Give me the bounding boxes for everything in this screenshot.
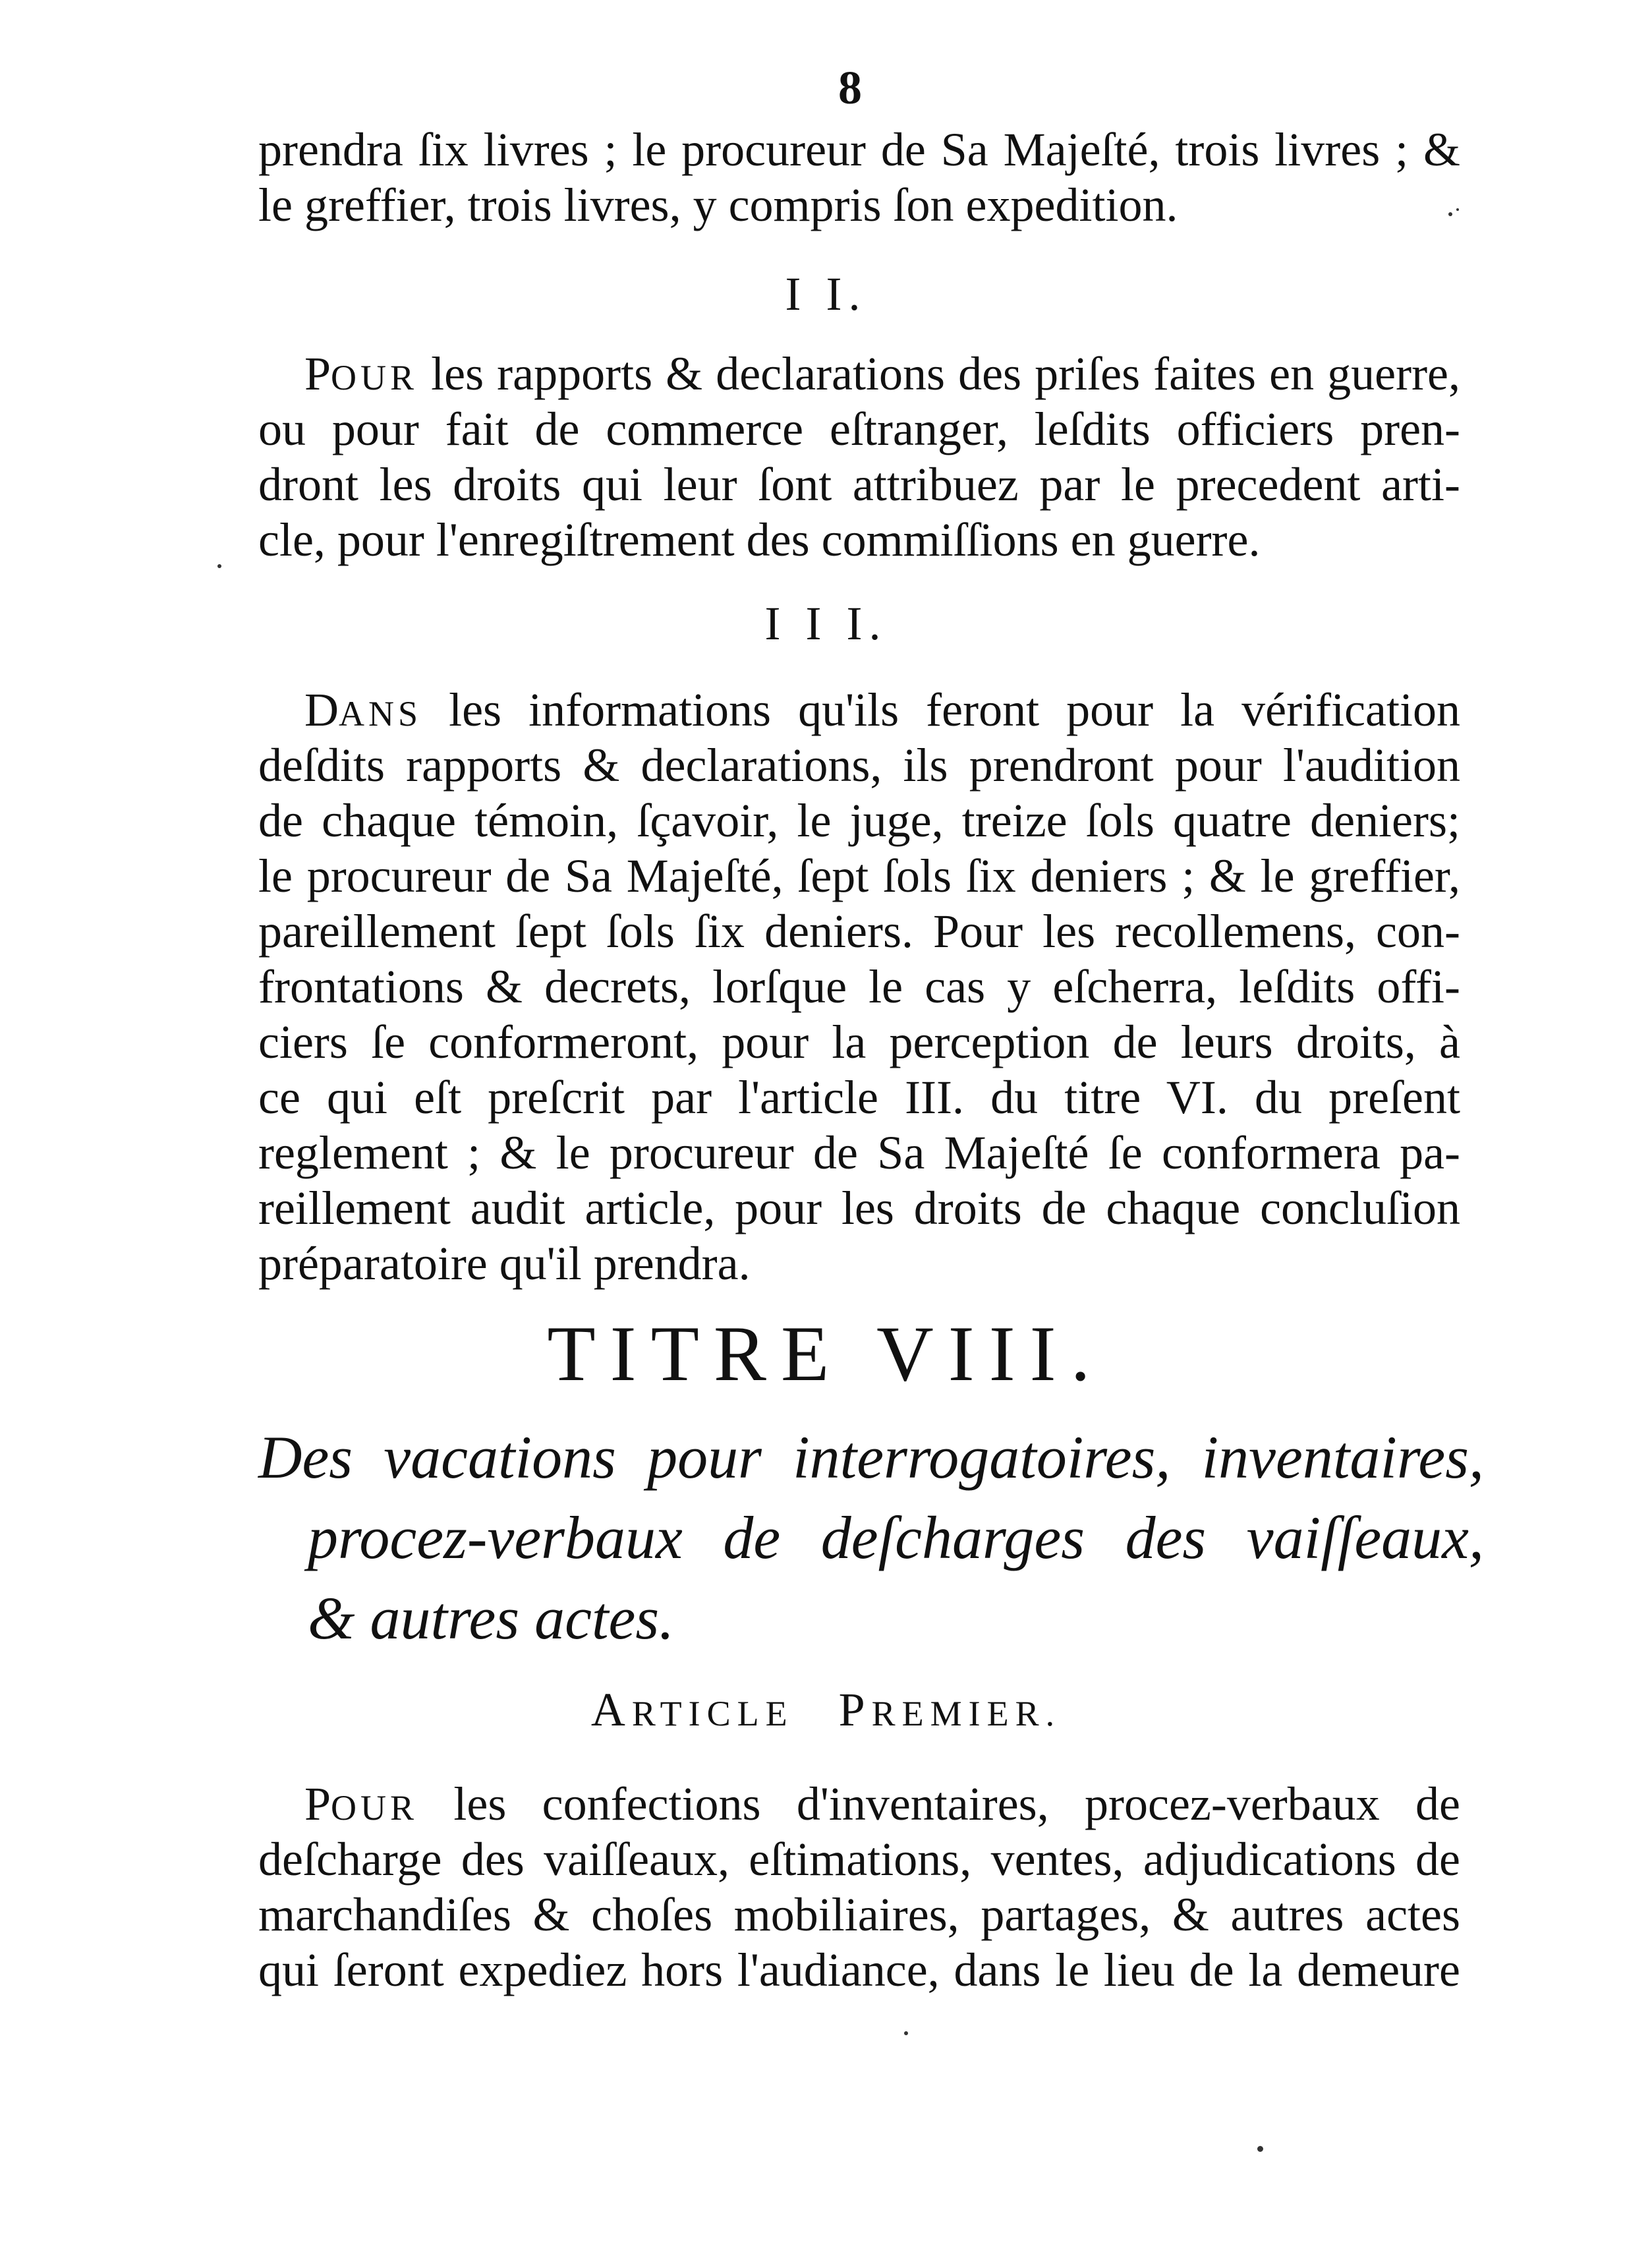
text-line — [258, 682, 1460, 738]
heading-cap: A — [590, 1683, 632, 1736]
smallcaps: OUR — [331, 1788, 418, 1828]
dropcap: P — [304, 1778, 331, 1830]
titre-heading: TITRE VIII. — [547, 1310, 1105, 1397]
text-line: le greffier, trois livres, y compris ſon expedition. — [258, 179, 1178, 231]
text-line — [258, 1776, 1460, 1832]
continuation-paragraph — [258, 122, 1460, 233]
text-line: dront les droits qui leur ſont attribuez par le precedent arti- — [258, 458, 1460, 511]
text-line: ce qui eſt preſcrit par l'article III. du titre VI. du preſent — [258, 1071, 1460, 1124]
text-line-rest: les confections d'inventaires, procez-verbaux de — [418, 1778, 1460, 1830]
text-line-rest: les rapports & declarations des priſes faites en guerre, — [418, 347, 1460, 400]
text-line: ou pour fait de commerce eſtranger, leſdits officiers pren- — [258, 403, 1460, 455]
subtitle-line: procez-verbaux de deſcharges des vaiſſeaux, — [308, 1504, 1484, 1571]
text-line: marchandiſes & choſes mobiliaires, partages, & autres actes — [258, 1888, 1460, 1941]
heading-smallcaps: REMIER. — [871, 1694, 1062, 1733]
article-premier-paragraph — [258, 1776, 1460, 1998]
text-line: le procureur de Sa Majeſté, ſept ſols ſix deniers ; & le greffier, — [258, 850, 1460, 902]
text-line: ciers ſe conformeront, pour la perception de leurs droits, à — [258, 1016, 1460, 1068]
article-3-paragraph — [258, 682, 1460, 1291]
scan-speck — [1448, 212, 1452, 216]
heading-cap: P — [838, 1683, 872, 1736]
text-line — [258, 346, 1460, 401]
text-line: frontations & decrets, lorſque le cas y eſcherra, leſdits offi- — [258, 960, 1460, 1013]
text-line: cle, pour l'enregiſtrement des commiſſions en guerre. — [258, 513, 1261, 566]
text-line: reillement audit article, pour les droits de chaque concluſion — [258, 1182, 1460, 1234]
article-number-2: I I. — [785, 268, 867, 320]
text-line: préparatoire qu'il prendra. — [258, 1237, 751, 1290]
titre-subtitle — [258, 1417, 1484, 1658]
text-line: deſcharge des vaiſſeaux, eſtimations, ventes, adjudications de — [258, 1833, 1460, 1886]
scan-speck — [1257, 2146, 1263, 2152]
text-line: de chaque témoin, ſçavoir, le juge, treize ſols quatre deniers; — [258, 794, 1460, 847]
scan-speck — [217, 564, 221, 568]
text-line: prendra ſix livres ; le procureur de Sa Majeſté, trois livres ; & — [258, 123, 1460, 176]
article-2-paragraph — [258, 346, 1460, 567]
smallcaps: ANS — [339, 694, 422, 734]
scan-speck — [1456, 208, 1459, 211]
subtitle-line: Des vacations pour interrogatoires, inventaires, — [258, 1424, 1484, 1491]
text-line: reglement ; & le procureur de Sa Majeſté ſe conformera pa- — [258, 1126, 1460, 1179]
text-line: deſdits rapports & declarations, ils prendront pour l'audition — [258, 739, 1460, 792]
subtitle-line: & autres actes. — [308, 1584, 675, 1652]
scan-speck — [904, 2031, 908, 2035]
text-line-rest: les informations qu'ils feront pour la vérification — [422, 683, 1460, 736]
smallcaps: OUR — [331, 358, 418, 397]
article-premier-heading — [0, 1683, 1652, 1737]
text-line: qui ſeront expediez hors l'audiance, dans le lieu de la demeure — [258, 1944, 1460, 1996]
heading-smallcaps: RTICLE — [631, 1694, 794, 1733]
article-number-3: I I I. — [764, 597, 888, 650]
dropcap: P — [304, 347, 331, 400]
dropcap: D — [304, 683, 339, 736]
page-number: 8 — [838, 61, 862, 114]
text-line: pareillement ſept ſols ſix deniers. Pour les recollemens, con- — [258, 905, 1460, 958]
